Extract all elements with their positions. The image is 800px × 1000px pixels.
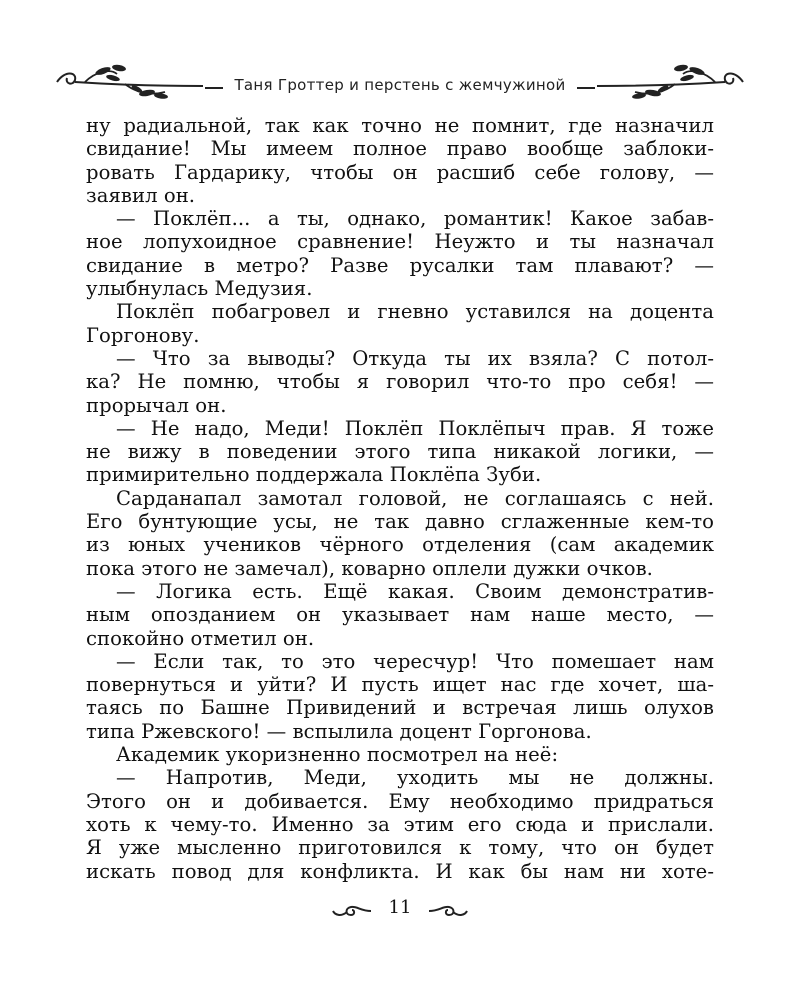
left-swirl-icon <box>331 903 373 919</box>
text-line: типа Ржевского! — вспылила доцент Горгонова. <box>86 719 592 743</box>
text-line: хоть к чему-то. Именно за этим его сюда и прислали. <box>86 812 714 836</box>
text-line: свидание! Мы имеем полное право вообще заблоки- <box>86 137 714 161</box>
text-line: повернуться и уйти? И пусть ищет нас где хочет, ша- <box>86 673 714 697</box>
book-title: Таня Гроттер и перстень с жемчужиной <box>234 76 566 94</box>
text-line: — Логика есть. Ещё какая. Своим демонстратив- <box>116 579 714 603</box>
text-line: ное лопухоидное сравнение! Неужто и ты назначал <box>86 230 714 254</box>
text-line: ровать Гардарику, чтобы он расшиб себе голову, — <box>86 160 714 184</box>
text-line: — Что за выводы? Откуда ты их взяла? С потол- <box>116 346 714 370</box>
text-line: — Не надо, Меди! Поклёп Поклёпыч прав. Я тоже <box>116 416 714 440</box>
text-line: — Поклёп... а ты, однако, романтик! Какое забав- <box>116 207 714 231</box>
text-line: — Если так, то это чересчур! Что помешает нам <box>116 649 714 673</box>
text-line: Его бунтующие усы, не так давно сглаженные кем-то <box>86 510 714 534</box>
text-line: Я уже мысленно приготовился к тому, что он будет <box>86 836 714 860</box>
text-line: — Напротив, Меди, уходить мы не должны. <box>116 766 714 790</box>
page-body-text <box>86 114 714 883</box>
running-header <box>55 62 745 102</box>
text-line: Горгонову. <box>86 323 200 347</box>
text-line: заявил он. <box>86 183 196 207</box>
left-leaf-ornament <box>55 62 205 102</box>
text-line: ка? Не помню, чтобы я говорил что-то про себя! — <box>86 370 714 394</box>
text-line: Сарданапал замотал головой, не соглашаясь с ней. <box>116 486 714 510</box>
text-line: ным опозданием он указывает нам наше место, — <box>86 603 714 627</box>
page-footer <box>0 897 800 930</box>
text-line: Этого он и добивается. Ему необходимо придраться <box>86 789 714 813</box>
right-swirl-icon <box>427 903 469 919</box>
text-line: Поклёп побагровел и гневно уставился на доцента <box>116 300 714 324</box>
text-line: свидание в метро? Разве русалки там плавают? — <box>86 253 714 277</box>
right-leaf-ornament <box>595 62 745 102</box>
text-line: спокойно отметил он. <box>86 626 315 650</box>
text-line: улыбнулась Медузия. <box>86 277 313 301</box>
page-number: 11 <box>388 897 412 918</box>
text-line: ну радиальной, так как точно не помнит, где назначил <box>86 114 714 137</box>
text-line: Академик укоризненно посмотрел на неё: <box>116 743 559 767</box>
text-line: из юных учеников чёрного отделения (сам академик <box>86 533 714 557</box>
header-rule-right <box>577 87 595 89</box>
text-line: прорычал он. <box>86 393 227 417</box>
text-line: не вижу в поведении этого типа никакой логики, — <box>86 440 714 464</box>
text-line: пока этого не замечал), коварно оплели дужки очков. <box>86 556 653 580</box>
text-line: таясь по Башне Привидений и встречая лишь олухов <box>86 696 714 720</box>
text-line: искать повод для конфликта. И как бы нам ни хоте- <box>86 859 714 883</box>
text-line: примирительно поддержала Поклёпа Зуби. <box>86 463 542 487</box>
header-rule-left <box>205 87 223 89</box>
